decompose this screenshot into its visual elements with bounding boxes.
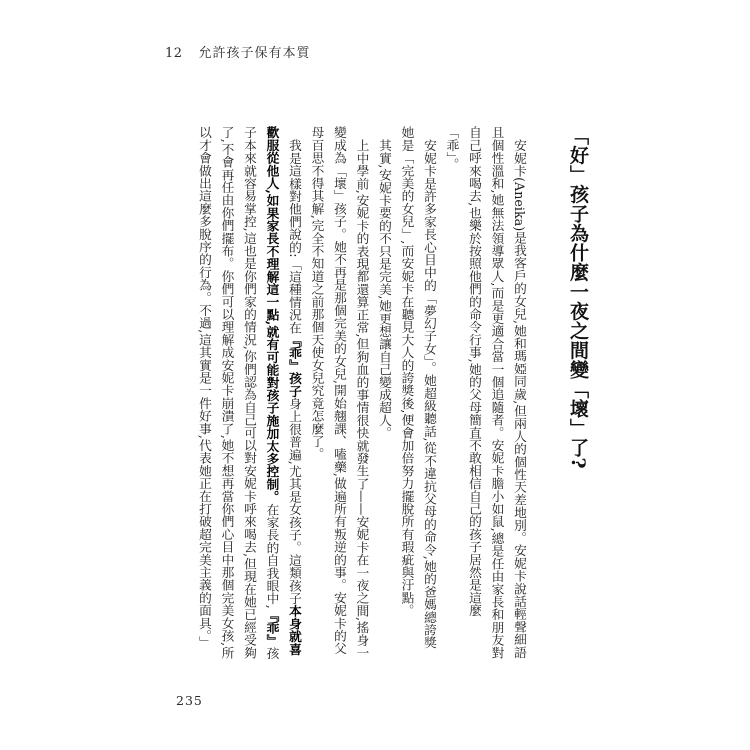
emphasis-text-segment: 『乖』 [264,608,280,647]
text-segment: 安妮卡(Aneika)是我客戶的女兒,她和瑪婭同歲,但兩人的個性天差地別。安妮卡說話輕聲細語且個性溫和,她無法領導眾人,而是更適合當一個追隨者。安妮卡膽小如鼠,總是任由家長和朋友對自己呼來喝去,也樂於按照他們的命令行事,她的父母簡直不敢相信自己的孩子居然是這麼「乖」。 [444,126,527,659]
emphasis-text-segment: 本身就喜歡服從他人,如果家長不理解這一點,就有可能對孩子施加太多控制。 [264,126,302,656]
section-title: 「好」孩子為什麼一夜之間變「壞」了? [567,126,589,470]
paragraph [193,126,306,661]
chapter-number: 12 [165,46,183,61]
paragraph [440,126,530,661]
paragraphs-container [193,126,531,661]
text-segment: 我是這樣對他們說的:「這種情況在 [287,138,302,334]
text-segment: 孩子本來就容易掌控,這也是你們家的情況,你們認為自己可以對安妮卡呼來喝去,但現在她已經受夠了,不會再任由你們擺布。你們可以理解成安妮卡崩潰了,她不想再當你們心目中那個完美女孩,所以才會做出這麼多脫序的行為。不過,這其實是一件好事,代表她正在打破超完美主義的面具。」 [197,126,280,660]
paragraph [395,126,440,661]
page-number: 235 [176,693,203,708]
main-text-block [193,126,601,661]
emphasis-text-segment: 『乖』孩子 [287,333,302,397]
text-segment: 上中學前,安妮卡的表現都還算正常,但狗血的事情很快就發生了——安妮卡在一夜之間,搖身一變成為「壞」孩子。她不再是那個完美的女兒,開始翹課、嗑藥,做遍所有叛逆的事。安妮卡的父母百思不得其解,完全不知道之前那個天使女兒究竟怎麼了。 [309,126,370,659]
text-segment: 其實,安妮卡要的不只是完美,她更想讓自己變成超人。 [377,138,392,439]
paragraph [373,126,396,661]
text-segment: 身上很普遍,尤其是女孩子。這類孩子 [287,396,302,605]
chapter-title: 允許孩子保有本質 [198,46,311,61]
text-segment: 安妮卡是許多家長心目中的「夢幻子女」。她超級聽話,從不違抗父母的命令,她的爸媽總誇獎她是「完美的女兒」,而安妮卡在聽見大人的誇獎後,便會加倍努力擺脫所有瑕疵與汙點。 [399,126,437,649]
paragraph [305,126,373,661]
text-segment: 在家長的自我眼中, [264,503,280,609]
running-head [165,42,311,61]
